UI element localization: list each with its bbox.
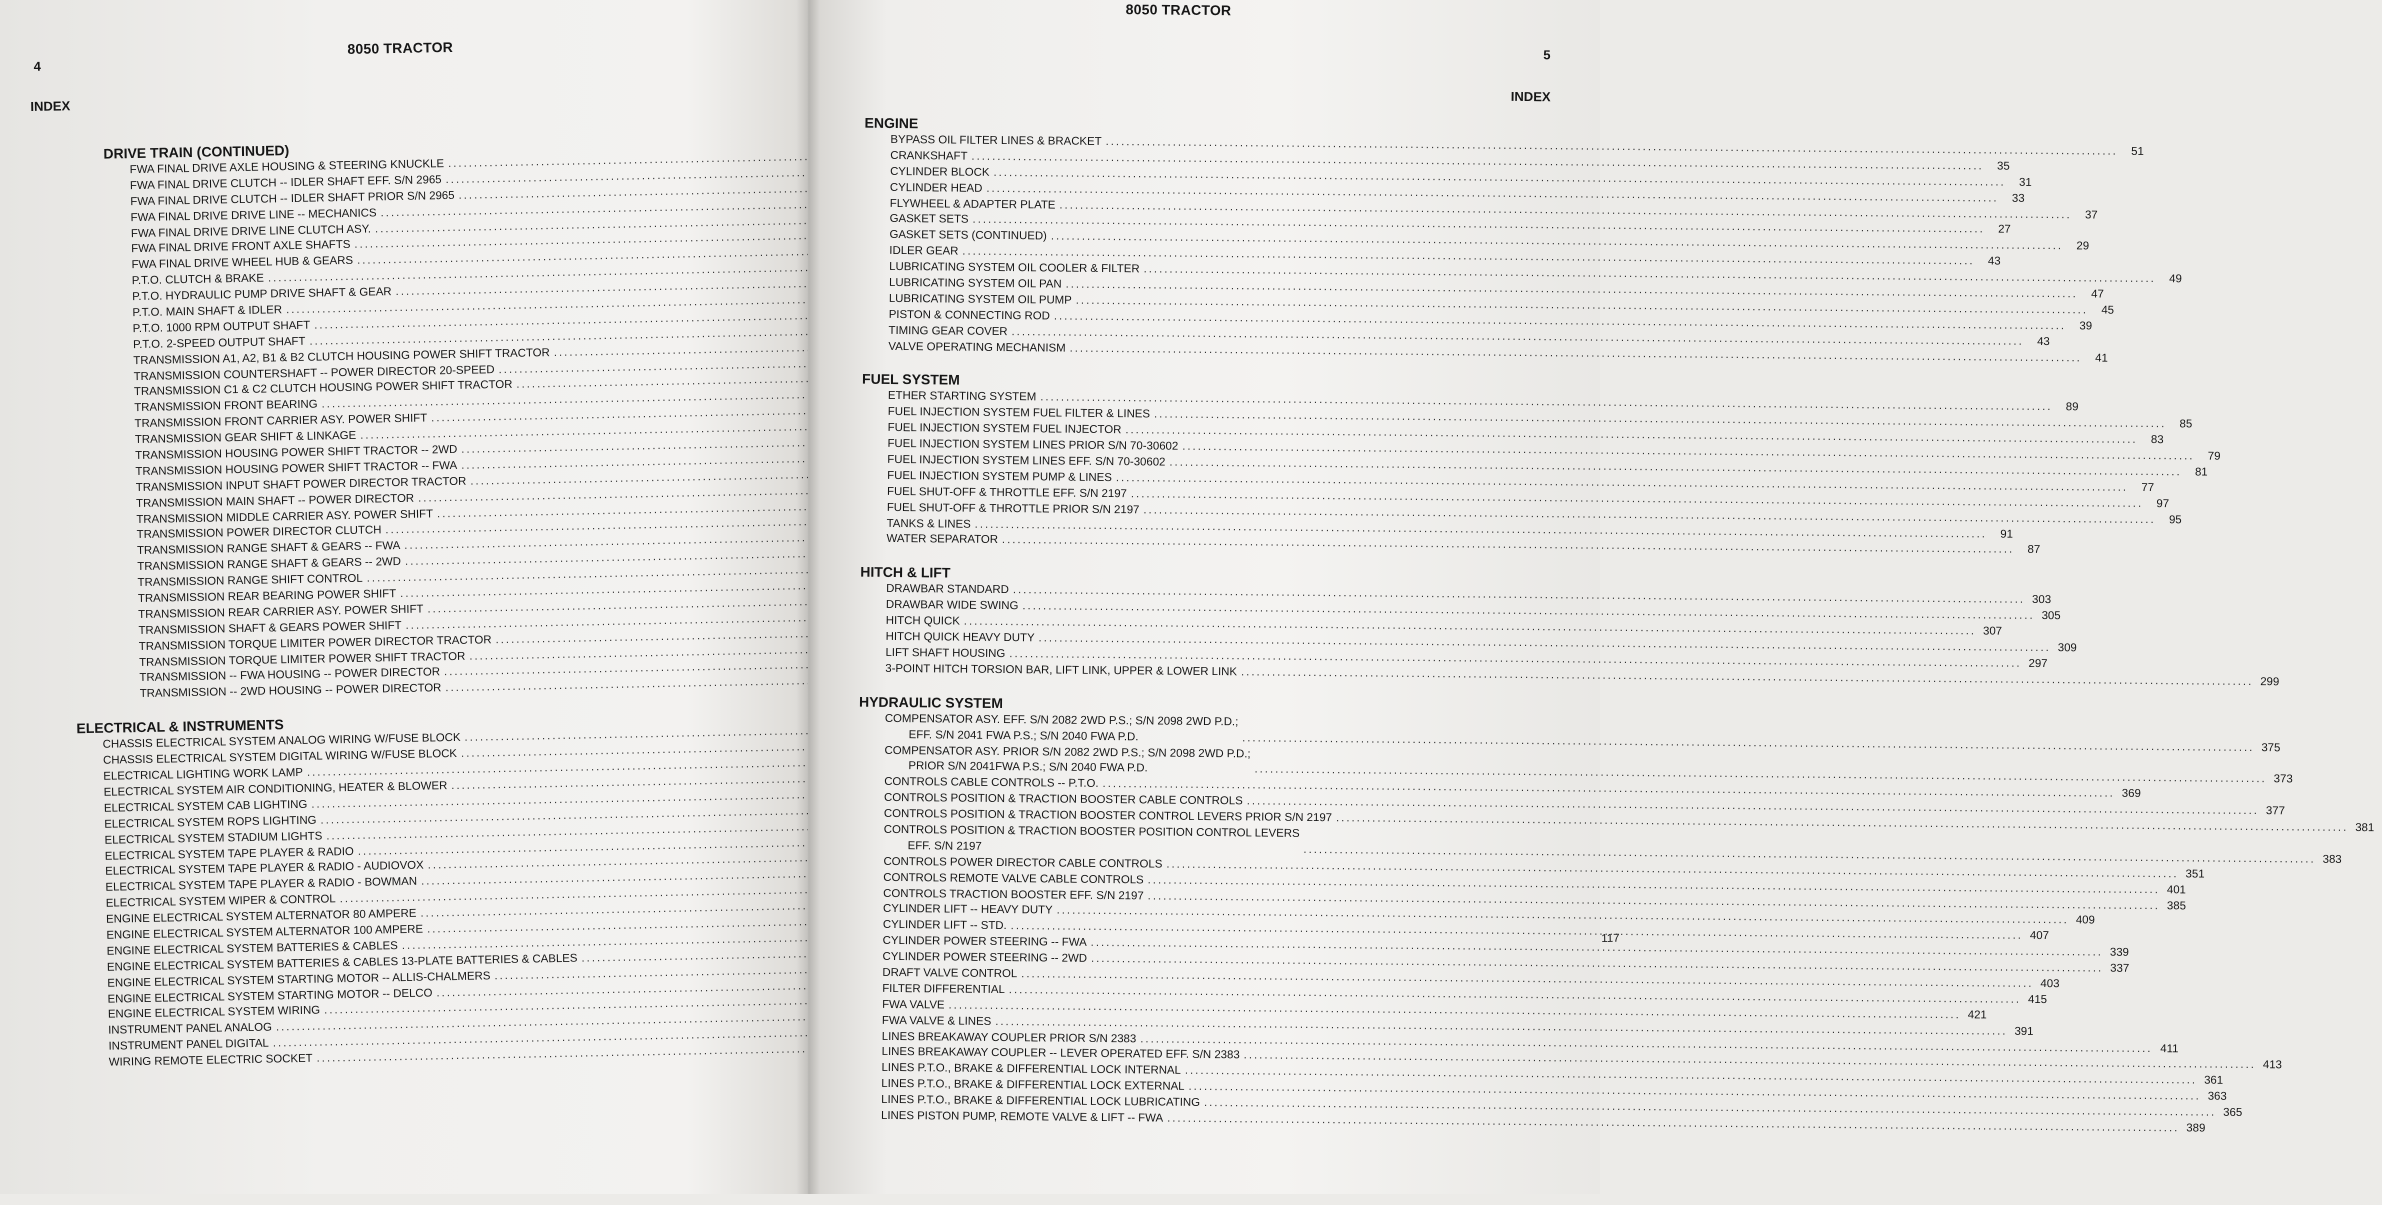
entry-title: LUBRICATING SYSTEM OIL COOLER & FILTER	[889, 261, 1140, 276]
entry-title: HITCH QUICK	[885, 615, 960, 628]
entry-page-number: 87	[2027, 544, 2041, 557]
entry-title: TIMING GEAR COVER	[888, 324, 1008, 338]
entry-title: ENGINE ELECTRICAL SYSTEM ALTERNATOR 100 AMPERE	[106, 923, 424, 942]
entry-title: TRANSMISSION TORQUE LIMITER POWER DIRECTOR TRACTOR	[138, 633, 492, 653]
entry-title: FWA FINAL DRIVE DRIVE LINE -- MECHANICS	[130, 207, 377, 224]
entry-title-block	[885, 712, 1239, 747]
entry-page-number: 29	[2076, 240, 2090, 253]
entry-page-number: 79	[2207, 450, 2221, 463]
entry-title: LUBRICATING SYSTEM OIL PAN	[888, 276, 1062, 291]
entry-title: ENGINE ELECTRICAL SYSTEM BATTERIES & CABLES	[106, 939, 398, 958]
entry-title: LIFT SHAFT HOUSING	[885, 646, 1006, 660]
entry-title: TRANSMISSION RANGE SHAFT & GEARS -- FWA	[136, 540, 401, 558]
entry-page-number: 411	[2160, 1042, 2179, 1055]
entry-title: CONTROLS REMOTE VALVE CABLE CONTROLS	[883, 871, 1144, 887]
entry-title: CONTROLS POSITION & TRACTION BOOSTER CABLE CONTROLS	[884, 792, 1243, 808]
entry-title: LUBRICATING SYSTEM OIL PUMP	[888, 292, 1072, 307]
entry-title: FUEL INJECTION SYSTEM PUMP & LINES	[887, 469, 1112, 484]
entry-title-continued: PRIOR S/N 2041FWA P.S.; S/N 2040 FWA P.D.	[908, 760, 1148, 775]
entry-title: GASKET SETS (CONTINUED)	[889, 229, 1047, 243]
entry-title: CHASSIS ELECTRICAL SYSTEM DIGITAL WIRING W/FUSE BLOCK	[102, 748, 458, 767]
entry-title: ELECTRICAL LIGHTING WORK LAMP	[103, 766, 304, 783]
entry-title: ENGINE ELECTRICAL SYSTEM ALTERNATOR 80 AMPERE	[105, 907, 417, 926]
entry-title: HITCH QUICK HEAVY DUTY	[885, 630, 1035, 645]
entry-title: CYLINDER HEAD	[889, 181, 983, 195]
entry-title: P.T.O. HYDRAULIC PUMP DRIVE SHAFT & GEAR	[132, 286, 392, 304]
entry-page-number: 85	[2179, 418, 2193, 431]
entry-page-number: 391	[2014, 1025, 2034, 1038]
entry-title: FUEL SHUT-OFF & THROTTLE PRIOR S/N 2197	[886, 501, 1140, 517]
entry-title: FWA FINAL DRIVE WHEEL HUB & GEARS	[131, 255, 354, 272]
entry-title: WIRING REMOTE ELECTRIC SOCKET	[108, 1052, 313, 1069]
entry-title: TRANSMISSION SHAFT & GEARS POWER SHIFT	[138, 619, 402, 637]
entry-title: TRANSMISSION GEAR SHIFT & LINKAGE	[134, 429, 357, 447]
entry-title: CYLINDER POWER STEERING -- FWA	[882, 935, 1087, 950]
entry-title: LINES BREAKAWAY COUPLER PRIOR S/N 2383	[881, 1030, 1137, 1045]
entry-title: DRAWBAR STANDARD	[886, 583, 1009, 597]
entry-title: TRANSMISSION RANGE SHAFT & GEARS -- 2WD	[137, 556, 402, 574]
entry-title: ENGINE ELECTRICAL SYSTEM WIRING	[107, 1005, 321, 1022]
entry-page-number: 351	[2185, 868, 2205, 881]
running-title: 8050 TRACTOR	[1125, 1, 1232, 19]
entry-page-number: 401	[2166, 883, 2186, 897]
entry-title: TRANSMISSION REAR CARRIER ASY. POWER SHIFT	[138, 603, 424, 621]
entry-page-number: 377	[2265, 805, 2286, 818]
entry-page-number: 363	[2207, 1090, 2227, 1104]
entry-title: LINES P.T.O., BRAKE & DIFFERENTIAL LOCK LUBRICATING	[881, 1094, 1201, 1110]
index-section	[860, 371, 2221, 557]
entry-page-number: 409	[2075, 914, 2095, 927]
entry-page-number: 375	[2261, 741, 2281, 754]
entry-title: IDLER GEAR	[889, 245, 959, 258]
entry-page-number: 381	[2355, 822, 2375, 835]
entry-title: DRAFT VALVE CONTROL	[882, 966, 1018, 981]
entry-title: TANKS & LINES	[886, 517, 971, 531]
entry-title: TRANSMISSION -- FWA HOUSING -- POWER DIRECTOR	[139, 666, 441, 685]
entry-page-number: 307	[1982, 625, 2003, 638]
section-heading: ELECTRICAL & INSTRUMENTS	[76, 716, 284, 737]
entry-title: LINES BREAKAWAY COUPLER -- LEVER OPERATED EFF. S/N 2383	[881, 1046, 1240, 1062]
entry-title: FUEL SHUT-OFF & THROTTLE EFF. S/N 2197	[886, 485, 1127, 501]
entry-list	[860, 389, 2221, 557]
entry-page-number: 27	[1998, 224, 2011, 237]
entry-title: FWA FINAL DRIVE CLUTCH -- IDLER SHAFT EFF. S/N 2965	[129, 174, 442, 192]
section-heading: ENGINE	[864, 114, 919, 132]
entry-title: FWA VALVE & LINES	[881, 1014, 992, 1028]
entry-title: ELECTRICAL SYSTEM TAPE PLAYER & RADIO - BOWMAN	[105, 876, 418, 894]
entry-title: TRANSMISSION A1, A2, B1 & B2 CLUTCH HOUSING POWER SHIFT TRACTOR	[133, 346, 550, 367]
entry-title: TRANSMISSION INPUT SHAFT POWER DIRECTOR TRACTOR	[135, 475, 467, 494]
entry-title: FLYWHEEL & ADAPTER PLATE	[889, 197, 1056, 212]
entry-page-number: 81	[2194, 466, 2208, 479]
entry-title: CYLINDER LIFT -- HEAVY DUTY	[882, 903, 1053, 917]
entry-page-number: 369	[2121, 788, 2141, 801]
entry-page-number: 37	[2084, 208, 2098, 222]
entry-page-number: 299	[2260, 675, 2280, 689]
entry-page-number: 413	[2262, 1059, 2282, 1072]
entry-title: CONTROLS TRACTION BOOSTER EFF. S/N 2197	[883, 887, 1144, 902]
entry-list	[859, 582, 2280, 689]
entry-title: FUEL INJECTION SYSTEM LINES EFF. S/N 70-30602	[887, 453, 1166, 469]
entry-title: TRANSMISSION POWER DIRECTOR CLUTCH	[136, 524, 382, 542]
entry-page-number: 297	[2028, 657, 2048, 670]
index-section	[103, 135, 666, 704]
entry-title: CONTROLS POSITION & TRACTION BOOSTER CONTROL LEVERS PRIOR S/N 2197	[883, 807, 1333, 825]
entry-page-number: 51	[2131, 145, 2144, 158]
entry-title: LINES P.T.O., BRAKE & DIFFERENTIAL LOCK EXTERNAL	[881, 1078, 1185, 1094]
entry-title: ELECTRICAL SYSTEM STADIUM LIGHTS	[104, 830, 323, 847]
entry-title: COMPENSATOR ASY. PRIOR S/N 2082 2WD P.S.; S/N 2098 2WD P.D.;	[884, 744, 1251, 760]
entry-title: FUEL INJECTION SYSTEM LINES PRIOR S/N 70-30602	[887, 438, 1179, 453]
page-number: 4	[33, 58, 42, 74]
entry-page-number: 117	[1601, 932, 1620, 945]
entry-page-number: 91	[2000, 528, 2013, 541]
entry-list	[104, 153, 666, 704]
entry-page-number: 33	[2011, 192, 2025, 205]
entry-title-block	[884, 743, 1250, 778]
entry-page-number: 47	[2091, 288, 2104, 301]
entry-page-number: 49	[2169, 273, 2182, 286]
entry-title: ELECTRICAL SYSTEM WIPER & CONTROL	[105, 893, 336, 910]
index-label: INDEX	[1510, 88, 1551, 105]
entry-page-number: 303	[2032, 594, 2052, 607]
entry-page-number: 421	[1967, 1009, 1987, 1022]
entry-page-number: 43	[2037, 335, 2050, 348]
entry-title: CONTROLS CABLE CONTROLS -- P.T.O.	[884, 776, 1099, 791]
entry-page-number: 31	[2018, 176, 2032, 189]
entry-page-number: 39	[2079, 320, 2093, 333]
entry-page-number: 373	[2273, 773, 2293, 786]
entry-title: TRANSMISSION RANGE SHIFT CONTROL	[137, 572, 363, 590]
entry-title: PISTON & CONNECTING ROD	[888, 308, 1050, 323]
index-section	[859, 564, 2280, 689]
entry-title: ELECTRICAL SYSTEM ROPS LIGHTING	[104, 814, 317, 831]
entry-title: FWA FINAL DRIVE FRONT AXLE SHAFTS	[131, 239, 351, 256]
entry-title: TRANSMISSION FRONT CARRIER ASY. POWER SHIFT	[134, 412, 428, 431]
entry-title: TRANSMISSION COUNTERSHAFT -- POWER DIRECTOR 20-SPEED	[133, 363, 495, 383]
entry-title: FWA VALVE	[882, 998, 945, 1012]
entry-page-number: 365	[2223, 1106, 2243, 1120]
entry-title: ENGINE ELECTRICAL SYSTEM STARTING MOTOR -- ALLIS-CHALMERS	[107, 969, 491, 990]
entry-title: FWA FINAL DRIVE DRIVE LINE CLUTCH ASY.	[130, 223, 372, 240]
index-label: INDEX	[30, 98, 71, 115]
entry-title: ELECTRICAL SYSTEM CAB LIGHTING	[103, 798, 308, 815]
entry-page-number: 45	[2101, 304, 2115, 317]
entry-title: FUEL INJECTION SYSTEM FUEL FILTER & LINES	[887, 406, 1151, 421]
entry-page-number: 415	[2027, 993, 2048, 1006]
running-title: 8050 TRACTOR	[347, 38, 454, 57]
entry-page-number: 339	[2109, 946, 2129, 960]
entry-page-number: 305	[2041, 610, 2061, 623]
entry-title: CONTROLS POWER DIRECTOR CABLE CONTROLS	[883, 855, 1163, 871]
entry-title: P.T.O. 2-SPEED OUTPUT SHAFT	[132, 335, 306, 351]
entry-title: TRANSMISSION -- 2WD HOUSING -- POWER DIRECTOR	[139, 682, 442, 701]
entry-title: BYPASS OIL FILTER LINES & BRACKET	[890, 133, 1102, 148]
entry-title: ELECTRICAL SYSTEM AIR CONDITIONING, HEATER & BLOWER	[103, 780, 448, 799]
entry-page-number: 407	[2029, 930, 2049, 943]
entry-title: CRANKSHAFT	[890, 149, 968, 163]
entry-page-number: 43	[1987, 255, 2001, 268]
entry-page-number: 385	[2166, 899, 2187, 912]
entry-title: ENGINE ELECTRICAL SYSTEM STARTING MOTOR -- DELCO	[107, 986, 433, 1006]
entry-title: CYLINDER POWER STEERING -- 2WD	[882, 951, 1088, 965]
entry-title: WATER SEPARATOR	[886, 533, 999, 547]
entry-page-number: 383	[2322, 853, 2342, 866]
entry-page-number: 309	[2057, 642, 2077, 655]
entry-page-number: 97	[2156, 497, 2170, 511]
entry-title: CYLINDER LIFT -- STD.	[882, 919, 1007, 933]
index-section	[862, 114, 2182, 365]
entry-page-number: 389	[2186, 1122, 2206, 1135]
entry-title: ENGINE ELECTRICAL SYSTEM BATTERIES & CABLES 13-PLATE BATTERIES & CABLES	[106, 952, 578, 974]
entry-page-number: 35	[1996, 160, 2010, 173]
entry-title: LINES PISTON PUMP, REMOTE VALVE & LIFT -- FWA	[880, 1109, 1164, 1125]
entry-page-number: 77	[2141, 481, 2155, 494]
entry-title: ELECTRICAL SYSTEM TAPE PLAYER & RADIO	[104, 845, 354, 863]
entry-title: P.T.O. MAIN SHAFT & IDLER	[132, 304, 283, 320]
entry-page-number: 337	[2110, 962, 2130, 975]
entry-title: DRAWBAR WIDE SWING	[885, 599, 1019, 613]
entry-title: TRANSMISSION MAIN SHAFT -- POWER DIRECTOR	[135, 492, 415, 510]
entry-title: ELECTRICAL SYSTEM TAPE PLAYER & RADIO - AUDIOVOX	[105, 859, 424, 879]
page-number: 5	[1543, 47, 1551, 63]
entry-page-number: 89	[2065, 401, 2079, 414]
section-heading: DRIVE TRAIN (CONTINUED)	[103, 142, 290, 162]
entry-title: ETHER STARTING SYSTEM	[887, 390, 1037, 404]
entry-title: CYLINDER BLOCK	[890, 165, 990, 179]
entry-title: VALVE OPERATING MECHANISM	[888, 340, 1066, 355]
entry-title-continued: EFF. S/N 2041 FWA P.S.; S/N 2040 FWA P.D.	[908, 728, 1139, 743]
entry-title: INSTRUMENT PANEL DIGITAL	[108, 1037, 269, 1053]
entry-title: TRANSMISSION C1 & C2 CLUTCH HOUSING POWER SHIFT TRACTOR	[133, 379, 513, 399]
entry-title: LINES P.T.O., BRAKE & DIFFERENTIAL LOCK INTERNAL	[881, 1062, 1181, 1078]
entry-title: P.T.O. 1000 RPM OUTPUT SHAFT	[132, 319, 311, 335]
entry-page-number: 95	[2168, 513, 2182, 527]
entry-title: FWA FINAL DRIVE AXLE HOUSING & STEERING KNUCKLE	[129, 158, 445, 177]
entry-title: TRANSMISSION FRONT BEARING	[134, 398, 318, 415]
entry-list	[862, 133, 2182, 365]
section-heading: HYDRAULIC SYSTEM	[858, 693, 1003, 711]
entry-title: FUEL INJECTION SYSTEM FUEL INJECTOR	[887, 422, 1122, 437]
entry-page-number: 41	[2095, 352, 2108, 365]
entry-title-block	[884, 823, 1300, 859]
entry-title: P.T.O. CLUTCH & BRAKE	[131, 272, 265, 288]
entry-title: INSTRUMENT PANEL ANALOG	[108, 1021, 273, 1037]
entry-title: TRANSMISSION REAR BEARING POWER SHIFT	[137, 588, 397, 606]
entry-title: FWA FINAL DRIVE CLUTCH -- IDLER SHAFT PRIOR S/N 2965	[130, 189, 455, 208]
section-heading: HITCH & LIFT	[860, 564, 951, 581]
entry-title-continued: EFF. S/N 2197	[907, 840, 982, 853]
entry-page-number: 403	[2040, 978, 2060, 991]
entry-title: GASKET SETS	[889, 213, 969, 227]
entry-title: 3-POINT HITCH TORSION BAR, LIFT LINK, UPPER & LOWER LINK	[885, 662, 1238, 679]
entry-title: TRANSMISSION TORQUE LIMITER POWER SHIFT TRACTOR	[139, 650, 466, 669]
entry-title: TRANSMISSION HOUSING POWER SHIFT TRACTOR -- 2WD	[135, 443, 458, 463]
entry-title: CHASSIS ELECTRICAL SYSTEM ANALOG WIRING W/FUSE BLOCK	[102, 732, 461, 751]
section-heading: FUEL SYSTEM	[862, 371, 960, 389]
entry-page-number: 361	[2204, 1074, 2224, 1088]
entry-title: FILTER DIFFERENTIAL	[882, 982, 1005, 996]
entry-title: COMPENSATOR ASY. EFF. S/N 2082 2WD P.S.; S/N 2098 2WD P.D.;	[884, 712, 1239, 728]
entry-page-number: 83	[2150, 434, 2164, 447]
entry-title: CONTROLS POSITION & TRACTION BOOSTER POSITION CONTROL LEVERS	[883, 823, 1300, 840]
entry-title: TRANSMISSION HOUSING POWER SHIFT TRACTOR -- FWA	[135, 459, 458, 478]
entry-title: TRANSMISSION MIDDLE CARRIER ASY. POWER SHIFT	[136, 507, 434, 526]
